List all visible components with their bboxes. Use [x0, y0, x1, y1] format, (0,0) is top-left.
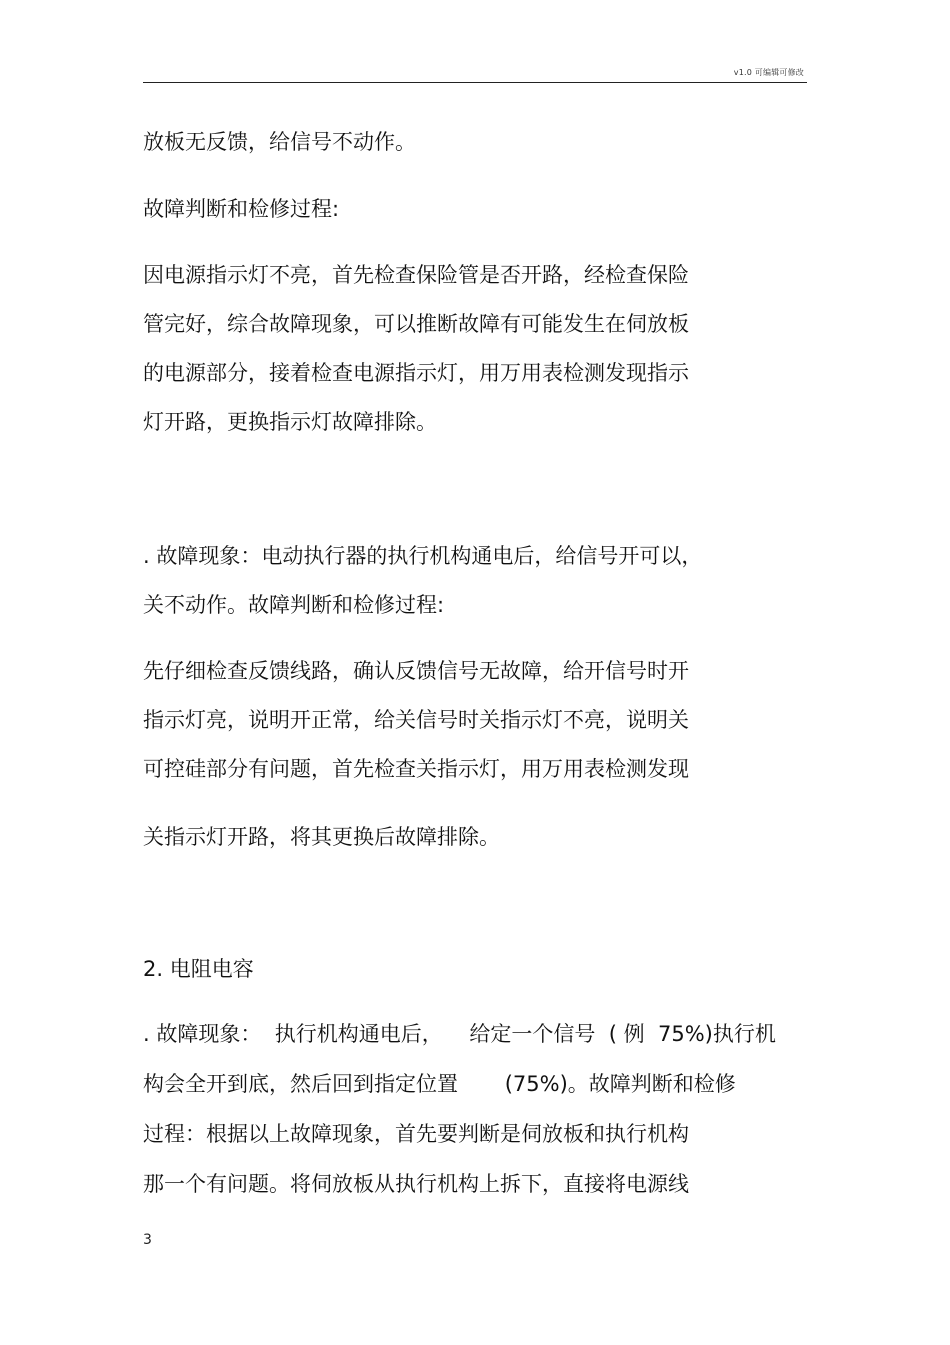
text-line: . 故障现象：电动执行器的执行机构通电后，给信号开可以， — [143, 544, 703, 568]
text-line: 因电源指示灯不亮，首先检查保险管是否开路，经检查保险 — [143, 263, 689, 287]
text-line: 放板无反馈，给信号不动作。 — [143, 130, 416, 154]
text-line: . 故障现象： 执行机构通电后， 给定一个信号 ( 例 75%)执行机 — [143, 1022, 776, 1046]
header-divider — [143, 82, 807, 83]
text-line: 灯开路，更换指示灯故障排除。 — [143, 410, 437, 434]
section-heading: 2. 电阻电容 — [143, 957, 254, 981]
text-line: 指示灯亮，说明开正常，给关信号时关指示灯不亮，说明关 — [143, 708, 689, 732]
text-line: 那一个有问题。将伺放板从执行机构上拆下，直接将电源线 — [143, 1172, 689, 1196]
text-line: 管完好，综合故障现象，可以推断故障有可能发生在伺放板 — [143, 312, 689, 336]
text-line: 关不动作。故障判断和检修过程: — [143, 593, 445, 617]
text-line: 先仔细检查反馈线路，确认反馈信号无故障，给开信号时开 — [143, 659, 689, 683]
text-line: 故障判断和检修过程: — [143, 197, 340, 221]
text-line: 关指示灯开路，将其更换后故障排除。 — [143, 825, 500, 849]
text-line: 的电源部分，接着检查电源指示灯，用万用表检测发现指示 — [143, 361, 689, 385]
version-label: v1.0 可编辑可修改 — [733, 68, 804, 77]
text-line: 过程：根据以上故障现象，首先要判断是伺放板和执行机构 — [143, 1122, 689, 1146]
text-line: 可控硅部分有问题，首先检查关指示灯，用万用表检测发现 — [143, 757, 689, 781]
page-number: 3 — [143, 1232, 152, 1248]
text-line: 构会全开到底，然后回到指定位置 (75%)。故障判断和检修 — [143, 1072, 736, 1096]
